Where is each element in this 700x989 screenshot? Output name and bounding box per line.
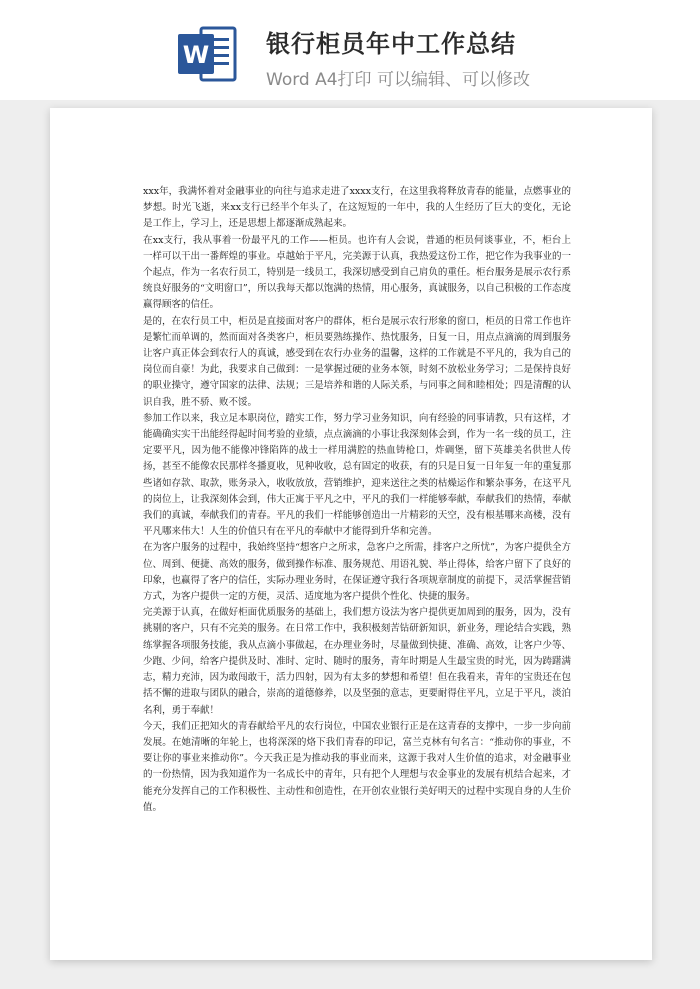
word-icon xyxy=(175,22,239,86)
paragraph: 参加工作以来，我立足本职岗位，踏实工作，努力学习业务知识，向有经验的同事请教，只有这样，才能确确实实干出能经得起时间考验的业绩，点点滴滴的小事让我深刻体会到，作为一名一线的员工，注定要平凡，因为他不能像冲锋陷阵的战士一样用满腔的热血铸枪口，炸碉堡，留下英雄美名供世人传扬，甚至不能像农民那样冬播夏收，见种收收，总有固定的收获，有的只是日复一日年复一年的重复那些诸如存款、取款，账务录入，收收放放，营销维护，迎来送往之类的枯燥运作和繁杂事务，在这平凡的岗位上，让我深刻体会到，伟大正寓于平凡之中，平凡的我们一样能够奉献，奉献我们的热情，奉献我们的真诚，奉献我们的青春。平凡的我们一样能够创造出一片精彩的天空，没有根基哪来高楼，没有平凡哪来伟大！人生的价值只有在平凡的奉献中才能得到升华和完善。 xyxy=(143,412,571,538)
paragraph: 是的，在农行员工中，柜员是直接面对客户的群体，柜台是展示农行形象的窗口，柜员的日常工作也许是繁忙而单调的，然而面对各类客户，柜员要熟练操作、热忱服务，日复一日，用点点滴滴的周到服务让客户真正体会到农行人的真诚，感受到在农行办业务的温馨，这样的工作就是不平凡的，我为自己的岗位而自豪！为此，我要求自己做到：一是掌握过硬的业务本领，时刻不放松业务学习；二是保持良好的职业操守，遵守国家的法律、法规；三是培养和谐的人际关系，与同事之间和睦相处；四是清醒的认识自我，胜不骄、败不馁。 xyxy=(143,315,571,408)
header-banner xyxy=(0,0,700,100)
document-page xyxy=(50,108,652,960)
document-body xyxy=(143,184,571,816)
page-title: 银行柜员年中工作总结 xyxy=(266,30,516,58)
paragraph: 今天，我们正把知火的青春献给平凡的农行岗位，中国农业银行正是在这青春的支撑中，一步一步向前发展。在她清晰的年轮上，也将深深的烙下我们青春的印记，富兰克林有句名言：“推动你的事业，不要让你的事业来推动你”。今天我正是为推动我的事业而来，这源于我对人生价值的追求，对金融事业的一份热情，因为我知道作为一名成长中的青年，只有把个人理想与农金事业的发展有机结合起来，才能充分发挥自己的工作积极性、主动性和创造性，在开创农业银行美好明天的过程中实现自身的人生价值。 xyxy=(143,720,571,813)
page-subtitle: Word A4打印 可以编辑、可以修改 xyxy=(266,70,530,90)
paragraph: 完美源于认真，在做好柜面优质服务的基础上，我们想方设法为客户提供更加周到的服务，因为，没有挑剔的客户，只有不完美的服务。在日常工作中，我积极刻苦钻研新知识，新业务，理论结合实践，熟练掌握各项服务技能，我从点滴小事做起，在办理业务时，尽量做到快捷、准确、高效，让客户少等、少跑、少问，给客户提供及时、准时、定时、随时的服务，青年时期是人生最宝贵的时光，因为踌躇满志，精力充沛，因为敢闯敢干，活力四射，因为有太多的梦想和希望！但在我看来，青年的宝贵还在包括不懈的进取与团队的融合，崇高的道德修养，以及坚强的意志，更要耐得住平凡，立足于平凡，淡泊名利，勇于奉献！ xyxy=(143,607,571,716)
word-icon-letter: W xyxy=(182,41,210,69)
paragraph: 在为客户服务的过程中，我始终坚持“想客户之所求，急客户之所需，排客户之所忧”，为客户提供全方位、周到、便捷、高效的服务，做到操作标准、服务规范、用语礼貌、举止得体，给客户留下了良好的印象，也赢得了客户的信任，实际办理业务时，在保证遵守我行各项规章制度的前提下，灵活掌握营销方式，为客户提供一定的方便，灵活、适度地为客户提供个性化、快捷的服务。 xyxy=(143,542,571,603)
paragraph: 在xx支行，我从事着一份最平凡的工作——柜员。也许有人会说，普通的柜员何谈事业，不，柜台上一样可以干出一番辉煌的事业。卓越始于平凡，完美源于认真，我热爱这份工作，把它作为我事业的一个起点，作为一名农行员工，特别是一线员工，我深切感受到自己肩负的重任。柜台服务是展示农行系统良好服务的“文明窗口”，所以我每天都以饱满的热情，用心服务，真诚服务，以自己积极的工作态度赢得顾客的信任。 xyxy=(143,234,571,311)
paragraph: xxx年，我满怀着对金融事业的向往与追求走进了xxxx支行，在这里我将释放青春的能量，点燃事业的梦想。时光飞逝，来xx支行已经半个年头了，在这短短的一年中，我的人生经历了巨大的变化，无论是工作上，学习上，还是思想上都逐渐成熟起来。 xyxy=(143,186,571,230)
